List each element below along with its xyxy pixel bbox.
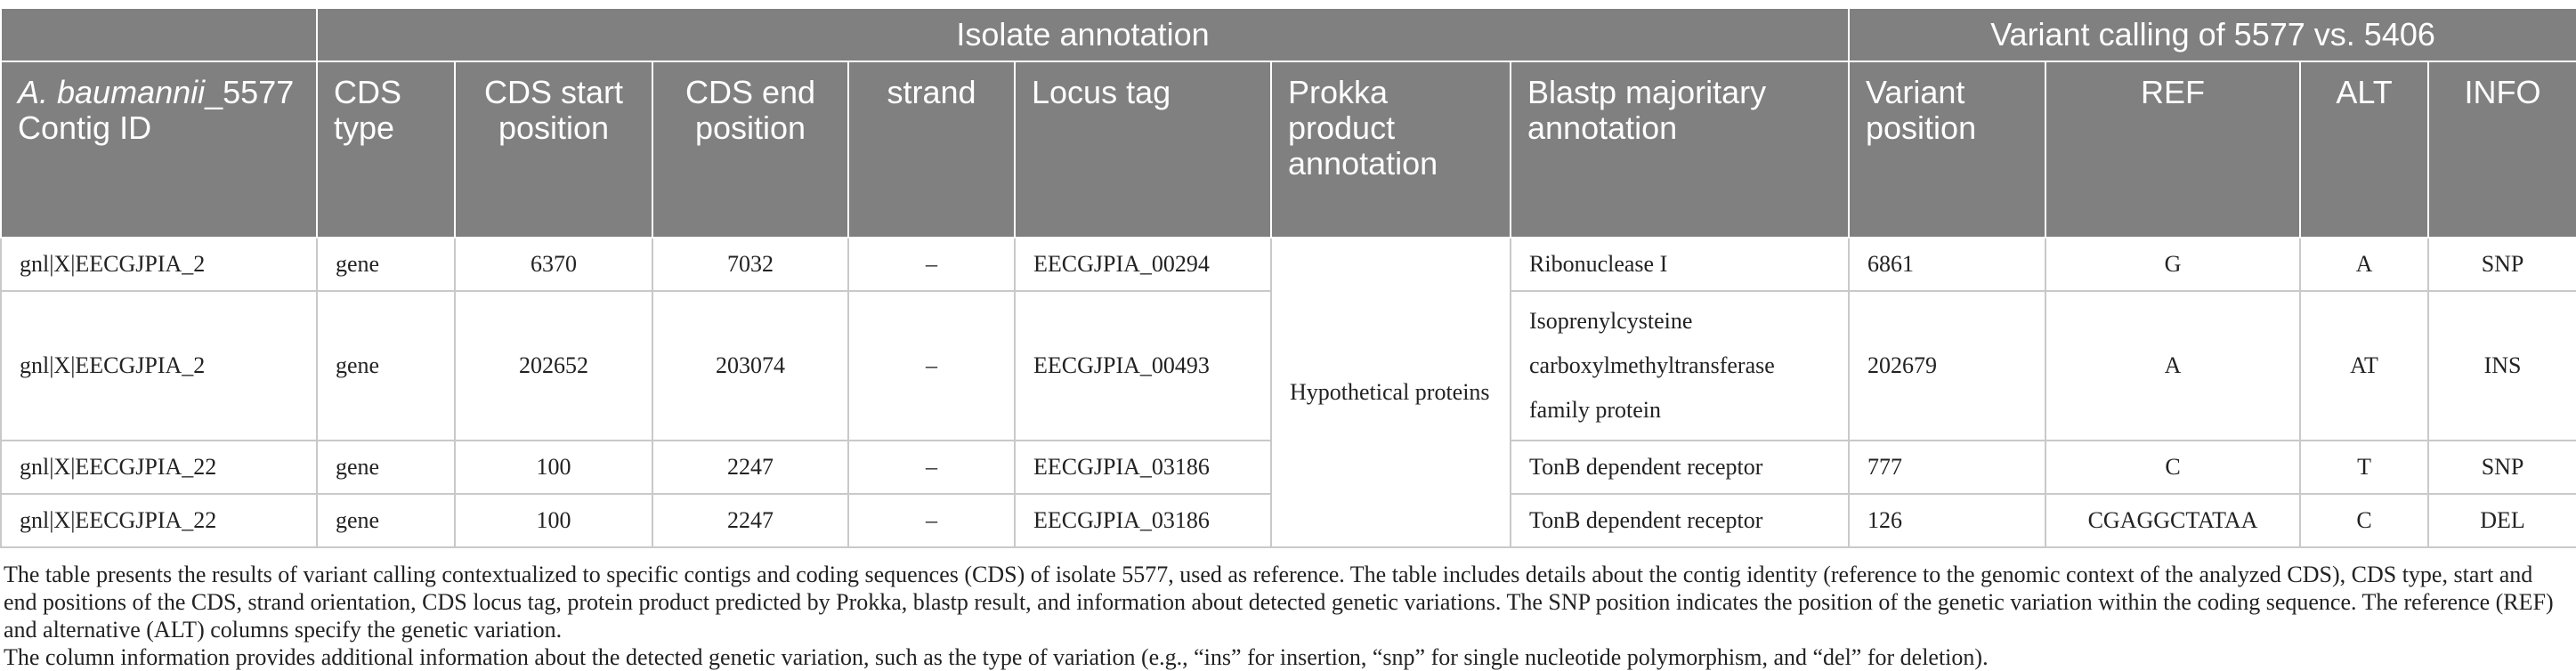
col-header-cds-end: CDS end position: [652, 61, 848, 238]
cell-blastp: TonB dependent receptor: [1511, 494, 1849, 547]
cell-prokka-merged: Hypothetical proteins: [1271, 238, 1511, 547]
table-row: [1, 238, 2576, 291]
cell-blastp: TonB dependent receptor: [1511, 441, 1849, 494]
cell-blastp: Ribonuclease I: [1511, 238, 1849, 291]
variant-table: [0, 7, 2576, 548]
cell-locus-tag: EECGJPIA_00294: [1015, 238, 1271, 291]
group-header-empty: [1, 8, 317, 61]
cell-cds-end: 2247: [652, 494, 848, 547]
cell-alt: A: [2300, 238, 2428, 291]
contig-header-rest: _5577 Contig ID: [18, 74, 295, 146]
group-header-variant: Variant calling of 5577 vs. 5406: [1849, 8, 2576, 61]
cell-strand: –: [848, 238, 1015, 291]
col-header-variant-position: Variant position: [1849, 61, 2045, 238]
col-header-strand: strand: [848, 61, 1015, 238]
col-header-ref: REF: [2045, 61, 2300, 238]
column-header-row: [1, 61, 2576, 238]
table-footnote: [4, 561, 2567, 671]
cell-variant-position: 777: [1849, 441, 2045, 494]
cell-cds-start: 6370: [455, 238, 652, 291]
cell-alt: C: [2300, 494, 2428, 547]
cell-cds-type: gene: [317, 291, 455, 441]
col-header-locus-tag: Locus tag: [1015, 61, 1271, 238]
cell-info: SNP: [2428, 441, 2576, 494]
cell-contig: gnl|X|EECGJPIA_2: [1, 238, 317, 291]
cell-locus-tag: EECGJPIA_00493: [1015, 291, 1271, 441]
cell-strand: –: [848, 291, 1015, 441]
cell-cds-end: 7032: [652, 238, 848, 291]
cell-cds-start: 202652: [455, 291, 652, 441]
cell-cds-type: gene: [317, 441, 455, 494]
cell-locus-tag: EECGJPIA_03186: [1015, 441, 1271, 494]
table-wrapper: [0, 7, 2576, 548]
cell-contig: gnl|X|EECGJPIA_2: [1, 291, 317, 441]
cell-alt: T: [2300, 441, 2428, 494]
cell-cds-start: 100: [455, 441, 652, 494]
col-header-prokka: Prokka product annotation: [1271, 61, 1511, 238]
footnote-paragraph-2: The column information provides additional information about the detected genetic variation, such as the type of variation (e.g., “ins” for insertion, “snp” for single nucleotide polymorphism, and “del” for deletion).: [4, 644, 1989, 670]
cell-ref: G: [2045, 238, 2300, 291]
cell-blastp: Isoprenylcysteine carboxylmethyltransferase family protein: [1511, 291, 1849, 441]
cell-variant-position: 126: [1849, 494, 2045, 547]
cell-ref: C: [2045, 441, 2300, 494]
col-header-info: INFO: [2428, 61, 2576, 238]
cell-cds-end: 2247: [652, 441, 848, 494]
group-header-isolate: Isolate annotation: [317, 8, 1849, 61]
col-header-contig-id: [1, 61, 317, 238]
col-header-blastp: Blastp majoritary annotation: [1511, 61, 1849, 238]
col-header-cds-type: CDS type: [317, 61, 455, 238]
cell-contig: gnl|X|EECGJPIA_22: [1, 441, 317, 494]
cell-info: INS: [2428, 291, 2576, 441]
cell-ref: CGAGGCTATAA: [2045, 494, 2300, 547]
cell-locus-tag: EECGJPIA_03186: [1015, 494, 1271, 547]
cell-variant-position: 202679: [1849, 291, 2045, 441]
species-name: A. baumannii: [18, 74, 206, 110]
footnote-paragraph-1: The table presents the results of variant calling contextualized to specific contigs and coding sequences (CDS) of isolate 5577, used as reference. The table includes details about the contig identity (reference to the genomic context of the analyzed CDS), CDS type, start and end positions of the CDS, strand orientation, CDS locus tag, protein product predicted by Prokka, blastp result, and information about detected genetic variations. The SNP position indicates the position of the genetic variation within the coding sequence. The reference (REF) and alternative (ALT) columns specify the genetic variation.: [4, 562, 2554, 643]
cell-contig: gnl|X|EECGJPIA_22: [1, 494, 317, 547]
cell-cds-type: gene: [317, 238, 455, 291]
cell-strand: –: [848, 441, 1015, 494]
cell-cds-end: 203074: [652, 291, 848, 441]
col-header-cds-start: CDS start position: [455, 61, 652, 238]
col-header-alt: ALT: [2300, 61, 2428, 238]
cell-strand: –: [848, 494, 1015, 547]
cell-ref: A: [2045, 291, 2300, 441]
cell-variant-position: 6861: [1849, 238, 2045, 291]
cell-cds-start: 100: [455, 494, 652, 547]
cell-alt: AT: [2300, 291, 2428, 441]
cell-cds-type: gene: [317, 494, 455, 547]
cell-info: DEL: [2428, 494, 2576, 547]
group-header-row: [1, 8, 2576, 61]
cell-info: SNP: [2428, 238, 2576, 291]
